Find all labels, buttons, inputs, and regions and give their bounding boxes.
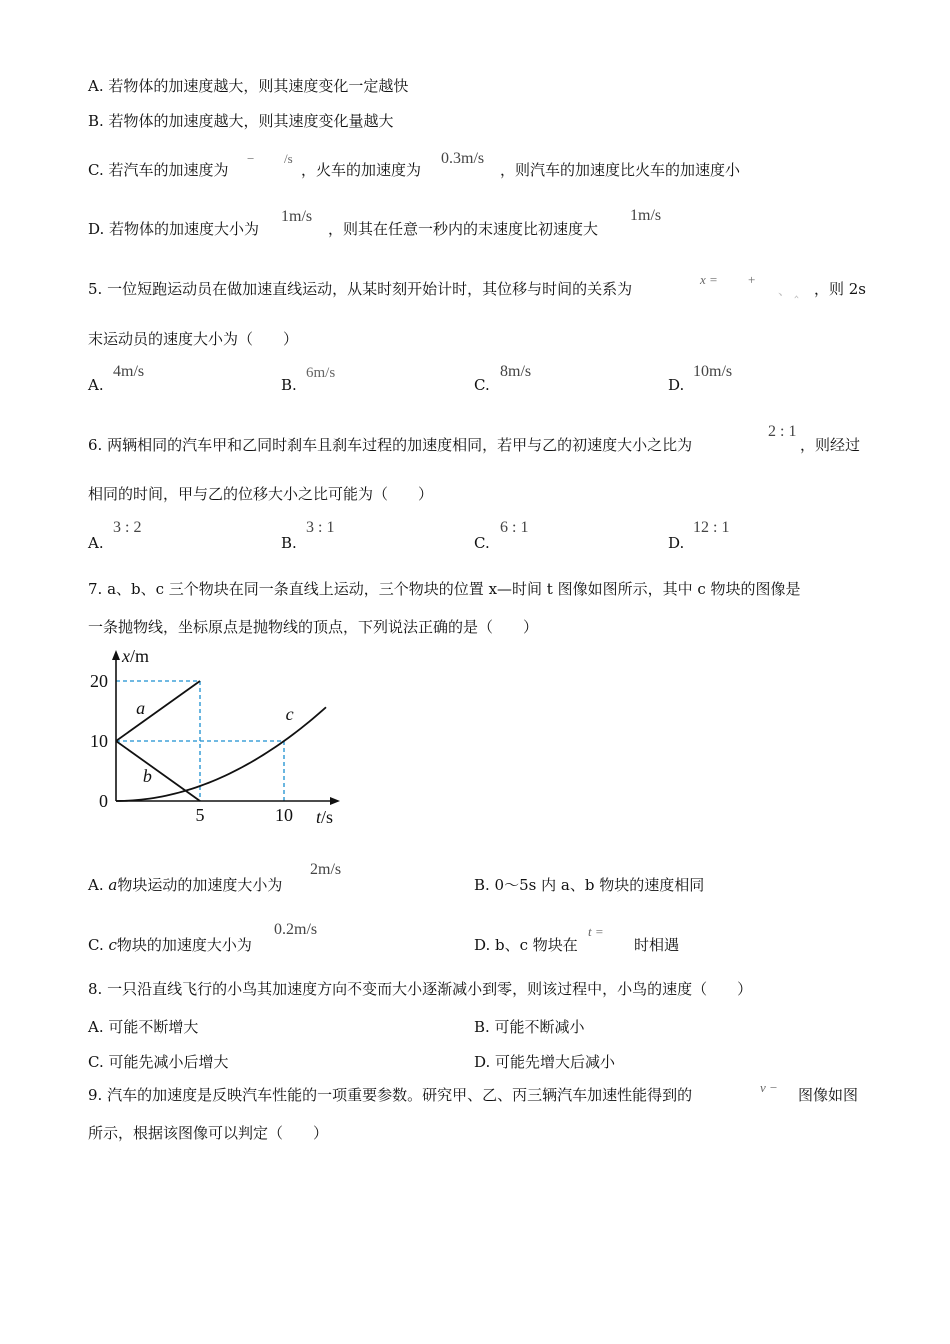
series-b-line [116, 741, 200, 801]
q7-option-c-label: C. [88, 936, 104, 954]
q6-option-d-value: 12 : 1 [693, 519, 730, 536]
q5-option-c[interactable] [474, 376, 490, 394]
q4-c-pre: C. 若汽车的加速度为 [88, 161, 229, 179]
q6-option-d-label: D. [668, 534, 685, 552]
q5-option-d-value: 10m/s [693, 363, 733, 380]
q5-stem-line1: 5. 一位短跑运动员在做加速直线运动，从某时刻开始计时，其位移与时间的关系为 [88, 280, 633, 298]
q4-c-post: ，则汽车的加速度比火车的加速度小 [500, 161, 741, 179]
q6-option-a-value: 3 : 2 [113, 519, 142, 536]
x-axis-label: t/s [316, 807, 334, 827]
y-tick-label: 10 [90, 731, 108, 751]
q9-stem-line2: 所示，根据该图像可以判定（ ） [88, 1124, 329, 1142]
q7-option-d-text: D. b、c 物块在 [474, 936, 578, 954]
q4-d-formula2: 1m/s [630, 207, 662, 224]
q4-option-a[interactable]: A. 若物体的加速度越大，则其速度变化一定越快 [88, 77, 409, 95]
q8-option-a[interactable]: A. 可能不断增大 [88, 1018, 199, 1036]
q8-option-c[interactable]: C. 可能先减小后增大 [88, 1053, 229, 1071]
series-c-label: c [285, 704, 294, 724]
q8-option-d[interactable]: D. 可能先增大后减小 [474, 1053, 616, 1071]
q7-option-c-var: c [108, 936, 117, 954]
x-tick-label: 5 [195, 805, 205, 825]
q8-stem: 8. 一只沿直线飞行的小鸟其加速度方向不变而大小逐渐减小到零，则该过程中，小鸟的速度（ ） [88, 980, 753, 998]
y-tick-label: 20 [90, 671, 108, 691]
y-axis-arrow [112, 650, 120, 660]
q7-option-c[interactable] [88, 934, 252, 955]
series-b-label: b [142, 765, 152, 786]
q9-stem-line1-end: 图像如图 [798, 1086, 859, 1104]
q6-stem-line1-end: ，则经过 [800, 436, 861, 454]
q6-option-b-value: 3 : 1 [306, 519, 335, 536]
q4-c-mid: ，火车的加速度为 [301, 161, 422, 179]
q4-option-d[interactable] [88, 220, 259, 238]
q7-option-c-text: 物块的加速度大小为 [116, 936, 252, 954]
q6-option-c-value: 6 : 1 [500, 519, 529, 536]
q5-stem-line2: 末运动员的速度大小为（ ） [88, 330, 299, 348]
q6-ratio: 2 : 1 [768, 423, 797, 440]
q7-option-c-formula: 0.2m/s [274, 921, 318, 938]
q5-option-c-value: 8m/s [500, 363, 532, 380]
q6-option-b[interactable] [281, 534, 297, 552]
y-tick-label: 0 [99, 791, 108, 811]
y-axis-label: x/m [122, 646, 150, 666]
q5-formula-x: x = [700, 272, 718, 287]
q5-option-d-label: D. [668, 376, 685, 394]
q6-stem-line2: 相同的时间，甲与乙的位移大小之比可能为（ ） [88, 485, 434, 503]
q7-option-a-formula: 2m/s [310, 861, 342, 878]
q6-option-b-label: B. [281, 534, 297, 552]
q6-stem-line1: 6. 两辆相同的汽车甲和乙同时刹车且刹车过程的加速度相同，若甲与乙的初速度大小之比为 [88, 436, 693, 454]
q5-option-b-value: 6m/s [306, 365, 336, 381]
q8-option-b[interactable]: B. 可能不断减小 [474, 1018, 585, 1036]
q5-option-a-label: A. [88, 376, 104, 394]
q7-option-a-text: 物块运动的加速度大小为 [117, 876, 283, 894]
q5-formula-plus: + [748, 272, 756, 287]
q4-c-formula1-b: /s [284, 151, 293, 166]
q5-formula-tail: 、 ‸ [778, 283, 799, 298]
q6-option-a[interactable] [88, 534, 104, 552]
x-tick-label: 10 [275, 805, 293, 825]
x-axis-arrow [330, 797, 340, 805]
q9-formula: v − [760, 1080, 778, 1095]
q5-stem-line1-end: ，则 2s [814, 280, 867, 298]
q4-d-pre: D. 若物体的加速度大小为 [88, 220, 260, 238]
q4-c-formula1-a: − [247, 151, 255, 166]
q7-option-b[interactable]: B. 0～5s 内 a、b 物块的速度相同 [474, 876, 705, 894]
q5-option-d[interactable] [668, 376, 684, 394]
q7-xt-graph [82, 640, 362, 830]
q5-option-c-label: C. [474, 376, 490, 394]
series-c-line [116, 707, 326, 801]
q7-option-d-formula: t = [588, 924, 604, 939]
q4-d-formula1: 1m/s [281, 208, 313, 225]
q4-d-mid: ，则其在任意一秒内的末速度比初速度大 [328, 220, 599, 238]
q4-option-b[interactable]: B. 若物体的加速度越大，则其速度变化量越大 [88, 112, 394, 130]
q4-option-c[interactable] [88, 161, 228, 179]
q7-option-d-end: 时相遇 [634, 936, 680, 954]
series-a-line [116, 681, 200, 741]
q6-option-c[interactable] [474, 534, 490, 552]
q5-option-b[interactable] [281, 376, 297, 394]
series-a-label: a [136, 698, 146, 718]
q9-stem-line1: 9. 汽车的加速度是反映汽车性能的一项重要参数。研究甲、乙、丙三辆汽车加速性能得到的 [88, 1086, 693, 1104]
q7-stem-line2: 一条抛物线，坐标原点是抛物线的顶点，下列说法正确的是（ ） [88, 618, 539, 636]
q7-option-a-var: a [108, 876, 118, 894]
q7-option-d[interactable] [474, 934, 578, 955]
q5-option-a-value: 4m/s [113, 363, 145, 380]
q4-c-formula2: 0.3m/s [441, 150, 485, 167]
q7-stem-line1: 7. a、b、c 三个物块在同一条直线上运动，三个物块的位置 x—时间 t 图像如图所示，其中 c 物块的图像是 [88, 580, 801, 598]
q6-option-a-label: A. [88, 534, 104, 552]
q7-option-a[interactable] [88, 874, 282, 895]
q7-option-a-label: A. [88, 876, 104, 894]
q6-option-d[interactable] [668, 534, 684, 552]
q5-option-b-label: B. [281, 376, 297, 394]
q5-option-a[interactable] [88, 376, 104, 394]
q6-option-c-label: C. [474, 534, 490, 552]
